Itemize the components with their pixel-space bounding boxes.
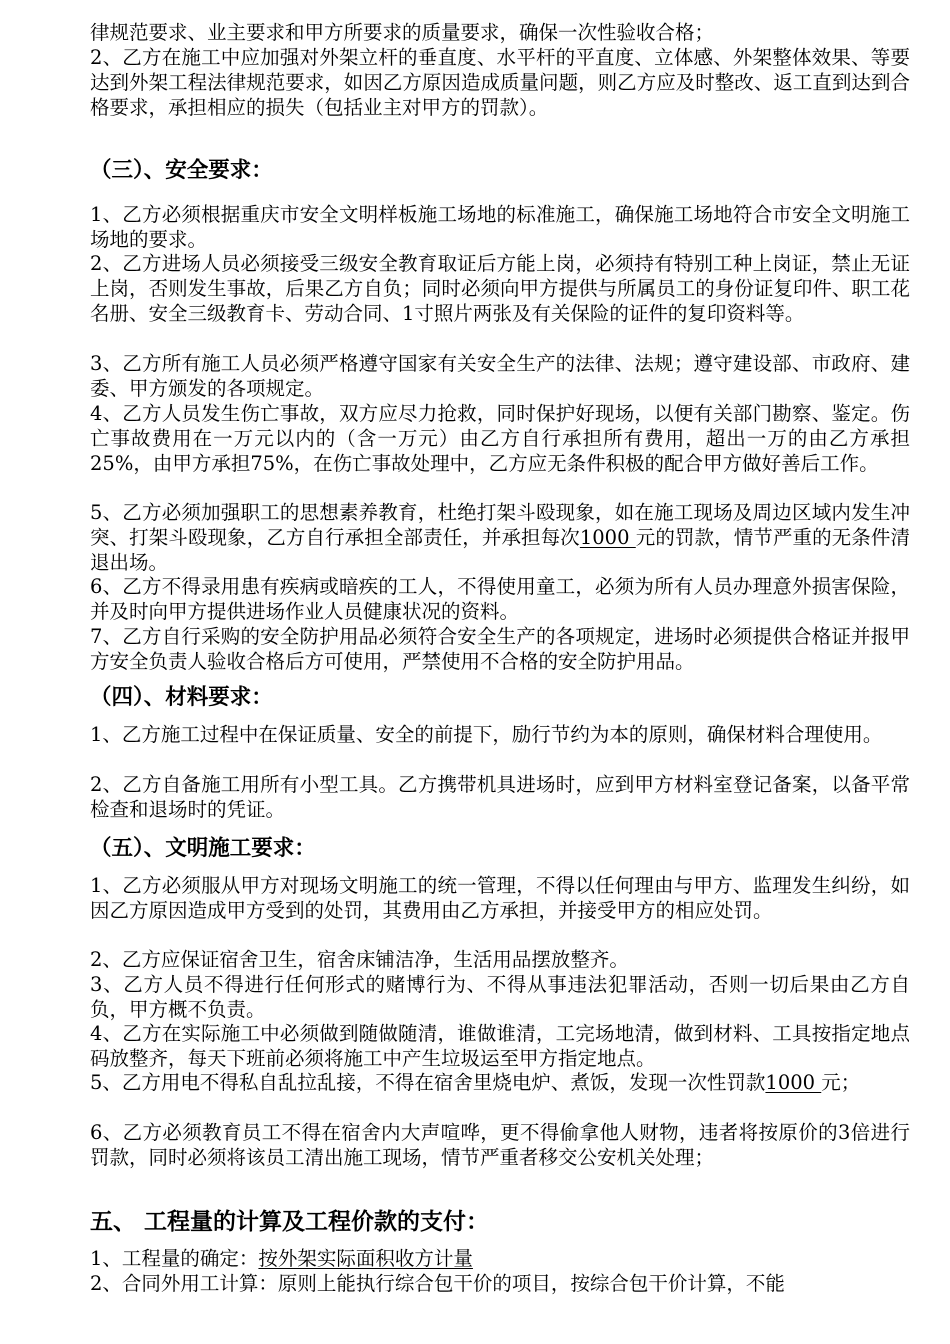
safety-heading: （三）、安全要求： — [90, 158, 273, 183]
safety-item-5-text-end: 元的罚款，情节严重的无条件清退出场。 — [90, 526, 910, 574]
civilized-item-2: 2、乙方应保证宿舍卫生，宿舍床铺洁净，生活用品摆放整齐。 — [90, 948, 629, 971]
safety-item-7: 7、乙方自行采购的安全防护用品必须符合安全生产的各项规定，进场时必须提供合格证并报甲方安全负责人验收合格后方可使用，严禁使用不合格的安全防护用品。 — [90, 625, 910, 673]
paragraph-top-1: 律规范要求、业主要求和甲方所要求的质量要求，确保一次性验收合格； — [90, 21, 715, 44]
materials-item-2: 2、乙方自备施工用所有小型工具。乙方携带机具进场时，应到甲方材料室登记备案，以备平常检查和退场时的凭证。 — [90, 773, 910, 821]
safety-item-5-text: 5、乙方必须加强职工的思想素养教育，杜绝打架斗殴现象，如在施工现场及周边区域内发生冲突、打架斗殴现象，乙方自行承担全部责任，并承担每次 — [90, 501, 910, 549]
section-5-item-2: 2、合同外用工计算：原则上能执行综合包干价的项目，按综合包干价计算，不能 — [90, 1272, 785, 1295]
civilized-item-1: 1、乙方必须服从甲方对现场文明施工的统一管理，不得以任何理由与甲方、监理发生纠纷，如因乙方原因造成甲方受到的处罚，其费用由乙方承担，并接受甲方的相应处罚。 — [90, 874, 910, 922]
safety-item-4: 4、乙方人员发生伤亡事故，双方应尽力抢救，同时保护好现场，以便有关部门勘察、鉴定。伤亡事故费用在一万元以内的（含一万元）由乙方自行承担所有费用，超出一万的由乙方承担25%，由甲方承担75%，在伤亡事故处理中，乙方应无条件积极的配合甲方做好善后工作。 — [90, 402, 910, 475]
materials-item-1: 1、乙方施工过程中在保证质量、安全的前提下，励行节约为本的原则，确保材料合理使用。 — [90, 723, 883, 746]
materials-heading: （四）、材料要求： — [90, 685, 273, 710]
safety-item-1: 1、乙方必须根据重庆市安全文明样板施工场地的标准施工，确保施工场地符合市安全文明施工场地的要求。 — [90, 203, 910, 251]
civilized-item-6: 6、乙方必须教育员工不得在宿舍内大声喧哗，更不得偷拿他人财物，违者将按原价的3倍进行罚款，同时必须将该员工清出施工现场，情节严重者移交公安机关处理； — [90, 1121, 910, 1169]
safety-item-6: 6、乙方不得录用患有疾病或暗疾的工人，不得使用童工，必须为所有人员办理意外损害保险，并及时向甲方提供进场作业人员健康状况的资料。 — [90, 575, 910, 623]
civilized-item-5-text-end: 元； — [821, 1071, 861, 1094]
paragraph-top-2: 2、乙方在施工中应加强对外架立杆的垂直度、水平杆的平直度、立体感、外架整体效果、等要达到外架工程法律规范要求，如因乙方原因造成质量问题，则乙方应及时整改、返工直到达到合格要求，承担相应的损失（包括业主对甲方的罚款）。 — [90, 46, 910, 119]
civilized-item-5-text: 5、乙方用电不得私自乱拉乱接，不得在宿舍里烧电炉、煮饭，发现一次性罚款 — [90, 1071, 766, 1094]
section-5-item-1-label: 1、工程量的确定： — [90, 1247, 259, 1270]
civilized-item-3: 3、乙方人员不得进行任何形式的赌博行为、不得从事违法犯罪活动，否则一切后果由乙方自负，甲方概不负责。 — [90, 973, 910, 1021]
civilized-item-4: 4、乙方在实际施工中必须做到随做随清，谁做谁清，工完场地清，做到材料、工具按指定地点码放整齐，每天下班前必须将施工中产生垃圾运至甲方指定地点。 — [90, 1022, 910, 1070]
section-5-heading: 五、 工程量的计算及工程价款的支付： — [90, 1209, 490, 1235]
civilized-item-5 — [90, 1070, 910, 1095]
civilized-heading: （五）、文明施工要求： — [90, 836, 316, 861]
section-5-item-1 — [90, 1246, 910, 1271]
safety-item-3: 3、乙方所有施工人员必须严格遵守国家有关安全生产的法律、法规；遵守建设部、市政府、建委、甲方颁发的各项规定。 — [90, 352, 910, 400]
safety-item-5 — [90, 500, 910, 575]
safety-item-5-amount: 1000 — [579, 526, 636, 549]
civilized-item-5-amount: 1000 — [765, 1071, 822, 1094]
section-5-item-1-value: 按外架实际面积收方计量 — [258, 1247, 473, 1270]
safety-item-2: 2、乙方进场人员必须接受三级安全教育取证后方能上岗，必须持有特别工种上岗证，禁止无证上岗，否则发生事故，后果乙方自负；同时必须向甲方提供与所属员工的身份证复印件、职工花名册、安全三级教育卡、劳动合同、1寸照片两张及有关保险的证件的复印资料等。 — [90, 252, 910, 325]
